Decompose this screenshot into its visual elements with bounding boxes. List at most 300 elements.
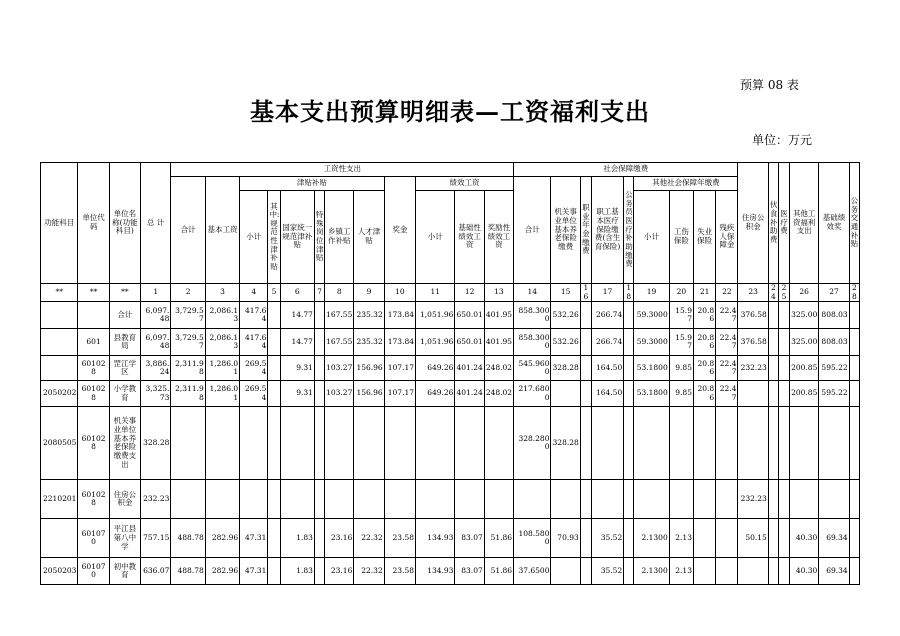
table-cell: 173.84 [384,329,415,356]
header-func-subject: 功能科目 [41,163,78,284]
table-cell: 6,097.48 [141,329,171,356]
table-cell [580,519,591,558]
table-cell: 3,325.73 [141,381,171,407]
table-cell [716,558,738,585]
table-cell [41,329,78,356]
table-cell [240,407,268,480]
table-cell: 601028 [78,407,109,480]
table-cell [41,356,78,381]
table-cell: 108.5800 [514,519,551,558]
table-cell: 266.74 [591,329,623,356]
header-total: 总 计 [141,163,171,284]
table-cell [738,558,768,585]
table-cell: 808.03 [819,329,849,356]
form-number: 预算 08 表 [740,78,799,92]
table-cell [768,329,778,356]
table-cell: 488.78 [171,519,205,558]
table-cell: 14.77 [280,302,314,329]
table-cell [354,480,384,519]
table-cell: 328.28 [551,407,580,480]
table-cell: 376.58 [738,329,768,356]
table-cell: 47.31 [240,519,268,558]
table-cell: 401.24 [455,381,484,407]
table-cell: 1,286.01 [205,356,239,381]
table-cell [768,302,778,329]
header-bonus: 奖金 [384,177,415,284]
index-cell: 28 [849,284,859,302]
budget-table [40,162,860,585]
table-cell [669,407,693,480]
table-cell: 83.07 [455,558,484,585]
table-cell: 376.58 [738,302,768,329]
table-cell: 20.86 [693,356,715,381]
table-cell [768,407,778,480]
table-cell [325,480,354,519]
table-cell [849,558,859,585]
table-cell [314,329,324,356]
table-cell: 69.34 [819,558,849,585]
table-cell: 51.86 [484,558,513,585]
table-cell: 328.2800 [514,407,551,480]
table-cell: 51.86 [484,519,513,558]
table-cell: 107.17 [384,381,415,407]
table-cell: 200.85 [790,356,819,381]
index-cell: 2 [171,284,205,302]
table-cell: 37.6500 [514,558,551,585]
table-cell [580,480,591,519]
table-cell [693,407,715,480]
table-cell: 22.47 [716,381,738,407]
header-talent-allowance: 人才津贴 [354,191,384,284]
index-cell: 8 [325,284,354,302]
table-cell: 649.26 [416,356,455,381]
table-cell: 3,729.57 [171,302,205,329]
table-cell: 103.27 [325,381,354,407]
header-other-social: 其他社会保障年缴费 [634,177,738,191]
table-cell [268,519,280,558]
table-row [41,407,860,480]
table-cell [240,480,268,519]
table-cell: 59.3000 [634,329,669,356]
table-cell: 401.95 [484,329,513,356]
unit-label: 单位：万元 [752,133,813,147]
header-perf-subtotal: 小计 [416,191,455,284]
table-cell [268,329,280,356]
header-disabled-fund: 残疾人保障金 [716,191,738,284]
table-cell [580,558,591,585]
header-basic-wage: 基本工资 [205,177,239,284]
table-cell: 650.01 [455,329,484,356]
table-cell [778,480,789,519]
index-cell: 25 [778,284,789,302]
header-unit-code: 单位代码 [78,163,109,284]
table-cell: 2,086.13 [205,329,239,356]
table-cell: 325.00 [790,302,819,329]
table-cell [314,356,324,381]
table-cell: 9.85 [669,381,693,407]
table-cell: 545.9600 [514,356,551,381]
table-cell [314,407,324,480]
table-cell: 3,729.57 [171,329,205,356]
index-cell: 13 [484,284,513,302]
table-cell [634,407,669,480]
table-cell: 1,286.01 [205,381,239,407]
table-cell [205,407,239,480]
table-cell [693,558,715,585]
index-cell: ** [41,284,78,302]
table-cell: 2.1300 [634,519,669,558]
table-cell: 328.28 [141,407,171,480]
table-cell [790,480,819,519]
table-cell: 50.15 [738,519,768,558]
table-row [41,302,860,329]
table-cell [280,480,314,519]
table-cell [384,480,415,519]
table-cell: 488.78 [171,558,205,585]
table-cell [416,407,455,480]
table-cell: 2080505 [41,407,78,480]
table-row [41,519,860,558]
table-cell: 53.1800 [634,381,669,407]
header-injury-insurance: 工伤保险 [669,191,693,284]
index-cell: 23 [738,284,768,302]
table-cell: 初中教育 [109,558,140,585]
table-cell: 罡江学区 [109,356,140,381]
table-cell [314,381,324,407]
table-cell [455,407,484,480]
table-cell [778,407,789,480]
table-row [41,558,860,585]
index-cell: 1 [141,284,171,302]
table-cell: 601070 [78,519,109,558]
table-cell: 248.02 [484,381,513,407]
table-cell [205,480,239,519]
header-special-post: 特殊岗位津贴 [314,191,324,284]
table-cell: 15.97 [669,302,693,329]
index-cell: 4 [240,284,268,302]
table-cell: 328.28 [551,356,580,381]
table-cell: 机关事业单位基本养老保险缴费支出 [109,407,140,480]
header-meal-subsidy: 伙食补助费 [768,163,778,284]
table-cell [849,381,859,407]
table-cell: 235.32 [354,329,384,356]
table-cell: 269.54 [240,381,268,407]
table-cell [268,302,280,329]
table-header [41,163,860,302]
table-cell [384,407,415,480]
index-cell: 18 [624,284,634,302]
table-cell: 23.58 [384,558,415,585]
table-cell: 417.64 [240,329,268,356]
index-cell: 26 [790,284,819,302]
table-cell [171,480,205,519]
table-cell [768,480,778,519]
table-cell [268,480,280,519]
header-unemployment-insurance: 失业保险 [693,191,715,284]
header-annuity: 职业年金缴费 [580,177,591,284]
index-cell: 27 [819,284,849,302]
table-cell: 1.83 [280,558,314,585]
index-cell: 21 [693,284,715,302]
table-cell [551,480,580,519]
table-cell: 平江县第八中学 [109,519,140,558]
table-cell [551,381,580,407]
header-basic-perf: 基础性绩效工资 [455,191,484,284]
table-cell [768,356,778,381]
table-cell: 70.93 [551,519,580,558]
table-cell [778,381,789,407]
table-cell: 15.97 [669,329,693,356]
table-cell: 20.86 [693,329,715,356]
table-row [41,381,860,407]
table-cell: 601028 [78,356,109,381]
table-cell: 595.22 [819,356,849,381]
table-cell: 40.30 [790,558,819,585]
table-cell [624,356,634,381]
table-cell: 22.47 [716,356,738,381]
table-cell [591,480,623,519]
table-cell [268,381,280,407]
table-cell: 134.93 [416,519,455,558]
table-cell: 3,886.24 [141,356,171,381]
table-cell: 156.96 [354,356,384,381]
table-cell: 808.03 [819,302,849,329]
header-performance-pay: 绩效工资 [416,177,514,191]
table-cell [484,480,513,519]
table-cell: 156.96 [354,381,384,407]
table-cell [580,302,591,329]
table-cell [849,302,859,329]
table-cell [849,407,859,480]
table-cell [778,558,789,585]
table-cell: 2210201 [41,480,78,519]
table-cell: 20.86 [693,302,715,329]
header-wage-expenditure: 工资性支出 [171,163,514,177]
table-cell: 9.85 [669,356,693,381]
table-cell [624,480,634,519]
table-cell [778,519,789,558]
table-cell [624,519,634,558]
column-index-row [41,284,860,302]
table-cell [580,381,591,407]
header-social-security: 社会保障缴费 [514,163,738,177]
table-cell: 合计 [109,302,140,329]
table-cell: 757.15 [141,519,171,558]
table-cell: 47.31 [240,558,268,585]
table-cell [41,519,78,558]
table-cell: 2.13 [669,519,693,558]
table-cell: 1,051.96 [416,329,455,356]
table-cell [849,480,859,519]
table-cell: 266.74 [591,302,623,329]
table-cell: 2050202 [41,381,78,407]
table-cell: 20.86 [693,381,715,407]
table-cell [314,558,324,585]
table-cell: 35.52 [591,558,623,585]
header-incentive-perf: 奖励性绩效工资 [484,191,513,284]
table-cell [716,480,738,519]
table-cell [580,356,591,381]
index-cell: 22 [716,284,738,302]
table-cell: 22.47 [716,329,738,356]
table-cell: 107.17 [384,356,415,381]
table-cell [790,407,819,480]
table-cell: 53.1800 [634,356,669,381]
header-civil-medical: 公务员医疗补助缴费 [624,177,634,284]
header-unit-name: 单位名称(功能科目) [109,163,140,284]
table-cell: 532.26 [551,302,580,329]
table-cell [738,407,768,480]
table-cell: 164.50 [591,381,623,407]
table-cell [268,558,280,585]
table-cell [591,407,623,480]
table-row [41,356,860,381]
table-cell [314,302,324,329]
index-cell: 5 [268,284,280,302]
table-cell: 22.32 [354,558,384,585]
table-cell: 2050203 [41,558,78,585]
table-row [41,329,860,356]
table-cell [354,407,384,480]
table-cell [716,519,738,558]
table-cell: 164.50 [591,356,623,381]
index-cell: 19 [634,284,669,302]
table-cell: 649.26 [416,381,455,407]
header-medical-fee: 医疗费 [778,163,789,284]
table-row [41,480,860,519]
table-cell: 325.00 [790,329,819,356]
table-cell [484,407,513,480]
table-cell: 282.96 [205,519,239,558]
index-cell: 15 [551,284,580,302]
table-cell [280,407,314,480]
table-cell [314,480,324,519]
table-cell: 35.52 [591,519,623,558]
table-cell [624,381,634,407]
index-cell: 20 [669,284,693,302]
table-cell [669,480,693,519]
table-cell: 269.54 [240,356,268,381]
table-cell: 59.3000 [634,302,669,329]
table-cell [819,407,849,480]
table-cell: 1.83 [280,519,314,558]
table-cell [778,356,789,381]
table-cell: 417.64 [240,302,268,329]
index-cell: 11 [416,284,455,302]
table-cell [268,407,280,480]
table-cell: 2,311.98 [171,381,205,407]
table-cell: 69.34 [819,519,849,558]
table-cell [819,480,849,519]
table-body [41,302,860,585]
table-cell: 173.84 [384,302,415,329]
index-cell: 9 [354,284,384,302]
table-cell: 22.32 [354,519,384,558]
header-perf-reward: 基础绩效奖 [819,163,849,284]
index-cell: 6 [280,284,314,302]
table-cell [778,302,789,329]
table-cell [624,407,634,480]
table-cell: 282.96 [205,558,239,585]
table-cell: 601028 [78,480,109,519]
header-transport-subsidy: 公务交通补贴 [849,163,859,284]
table-cell [551,558,580,585]
table-cell [78,302,109,329]
table-cell [716,407,738,480]
header-town-subsidy: 乡镇工作补贴 [325,191,354,284]
table-cell: 23.16 [325,519,354,558]
table-cell: 858.3000 [514,302,551,329]
index-cell: 10 [384,284,415,302]
index-cell: 12 [455,284,484,302]
table-cell: 2.13 [669,558,693,585]
table-cell [624,558,634,585]
header-pension: 机关事业单位基本养老保险缴费 [551,177,580,284]
header-other-wage: 其他工资福利支出 [790,163,819,284]
table-cell: 9.31 [280,381,314,407]
table-cell [849,356,859,381]
table-cell: 县教育局 [109,329,140,356]
table-cell [455,480,484,519]
index-cell: ** [78,284,109,302]
table-cell: 23.16 [325,558,354,585]
header-wage-total: 合计 [171,177,205,284]
table-cell [41,302,78,329]
header-unified-allowance: 国家统一规范津补贴 [280,191,314,284]
index-cell: 16 [580,284,591,302]
index-cell: 7 [314,284,324,302]
table-cell: 134.93 [416,558,455,585]
table-cell [416,480,455,519]
table-cell: 9.31 [280,356,314,381]
table-cell: 住房公积金 [109,480,140,519]
table-cell: 22.47 [716,302,738,329]
table-cell: 2,311.98 [171,356,205,381]
table-cell [849,519,859,558]
header-housing-fund: 住房公积金 [738,163,768,284]
table-cell: 595.22 [819,381,849,407]
table-cell [738,381,768,407]
index-cell: 14 [514,284,551,302]
table-cell: 103.27 [325,356,354,381]
header-allowance-subtotal: 小计 [240,191,268,284]
table-cell [514,480,551,519]
table-cell: 23.58 [384,519,415,558]
table-cell: 601 [78,329,109,356]
table-cell: 14.77 [280,329,314,356]
header-other-subtotal: 小计 [634,191,669,284]
table-cell: 232.23 [141,480,171,519]
table-cell [624,302,634,329]
index-cell: 17 [591,284,623,302]
table-cell [768,558,778,585]
index-cell: 3 [205,284,239,302]
index-cell: 24 [768,284,778,302]
table-cell: 200.85 [790,381,819,407]
table-cell: 2.1300 [634,558,669,585]
table-cell: 650.01 [455,302,484,329]
table-cell: 401.24 [455,356,484,381]
table-cell: 532.26 [551,329,580,356]
table-cell [768,519,778,558]
table-cell: 636.07 [141,558,171,585]
table-cell: 6,097.48 [141,302,171,329]
table-cell: 2,086.13 [205,302,239,329]
table-cell: 858.3000 [514,329,551,356]
table-cell [171,407,205,480]
table-cell: 217.6800 [514,381,551,407]
table-cell: 235.32 [354,302,384,329]
